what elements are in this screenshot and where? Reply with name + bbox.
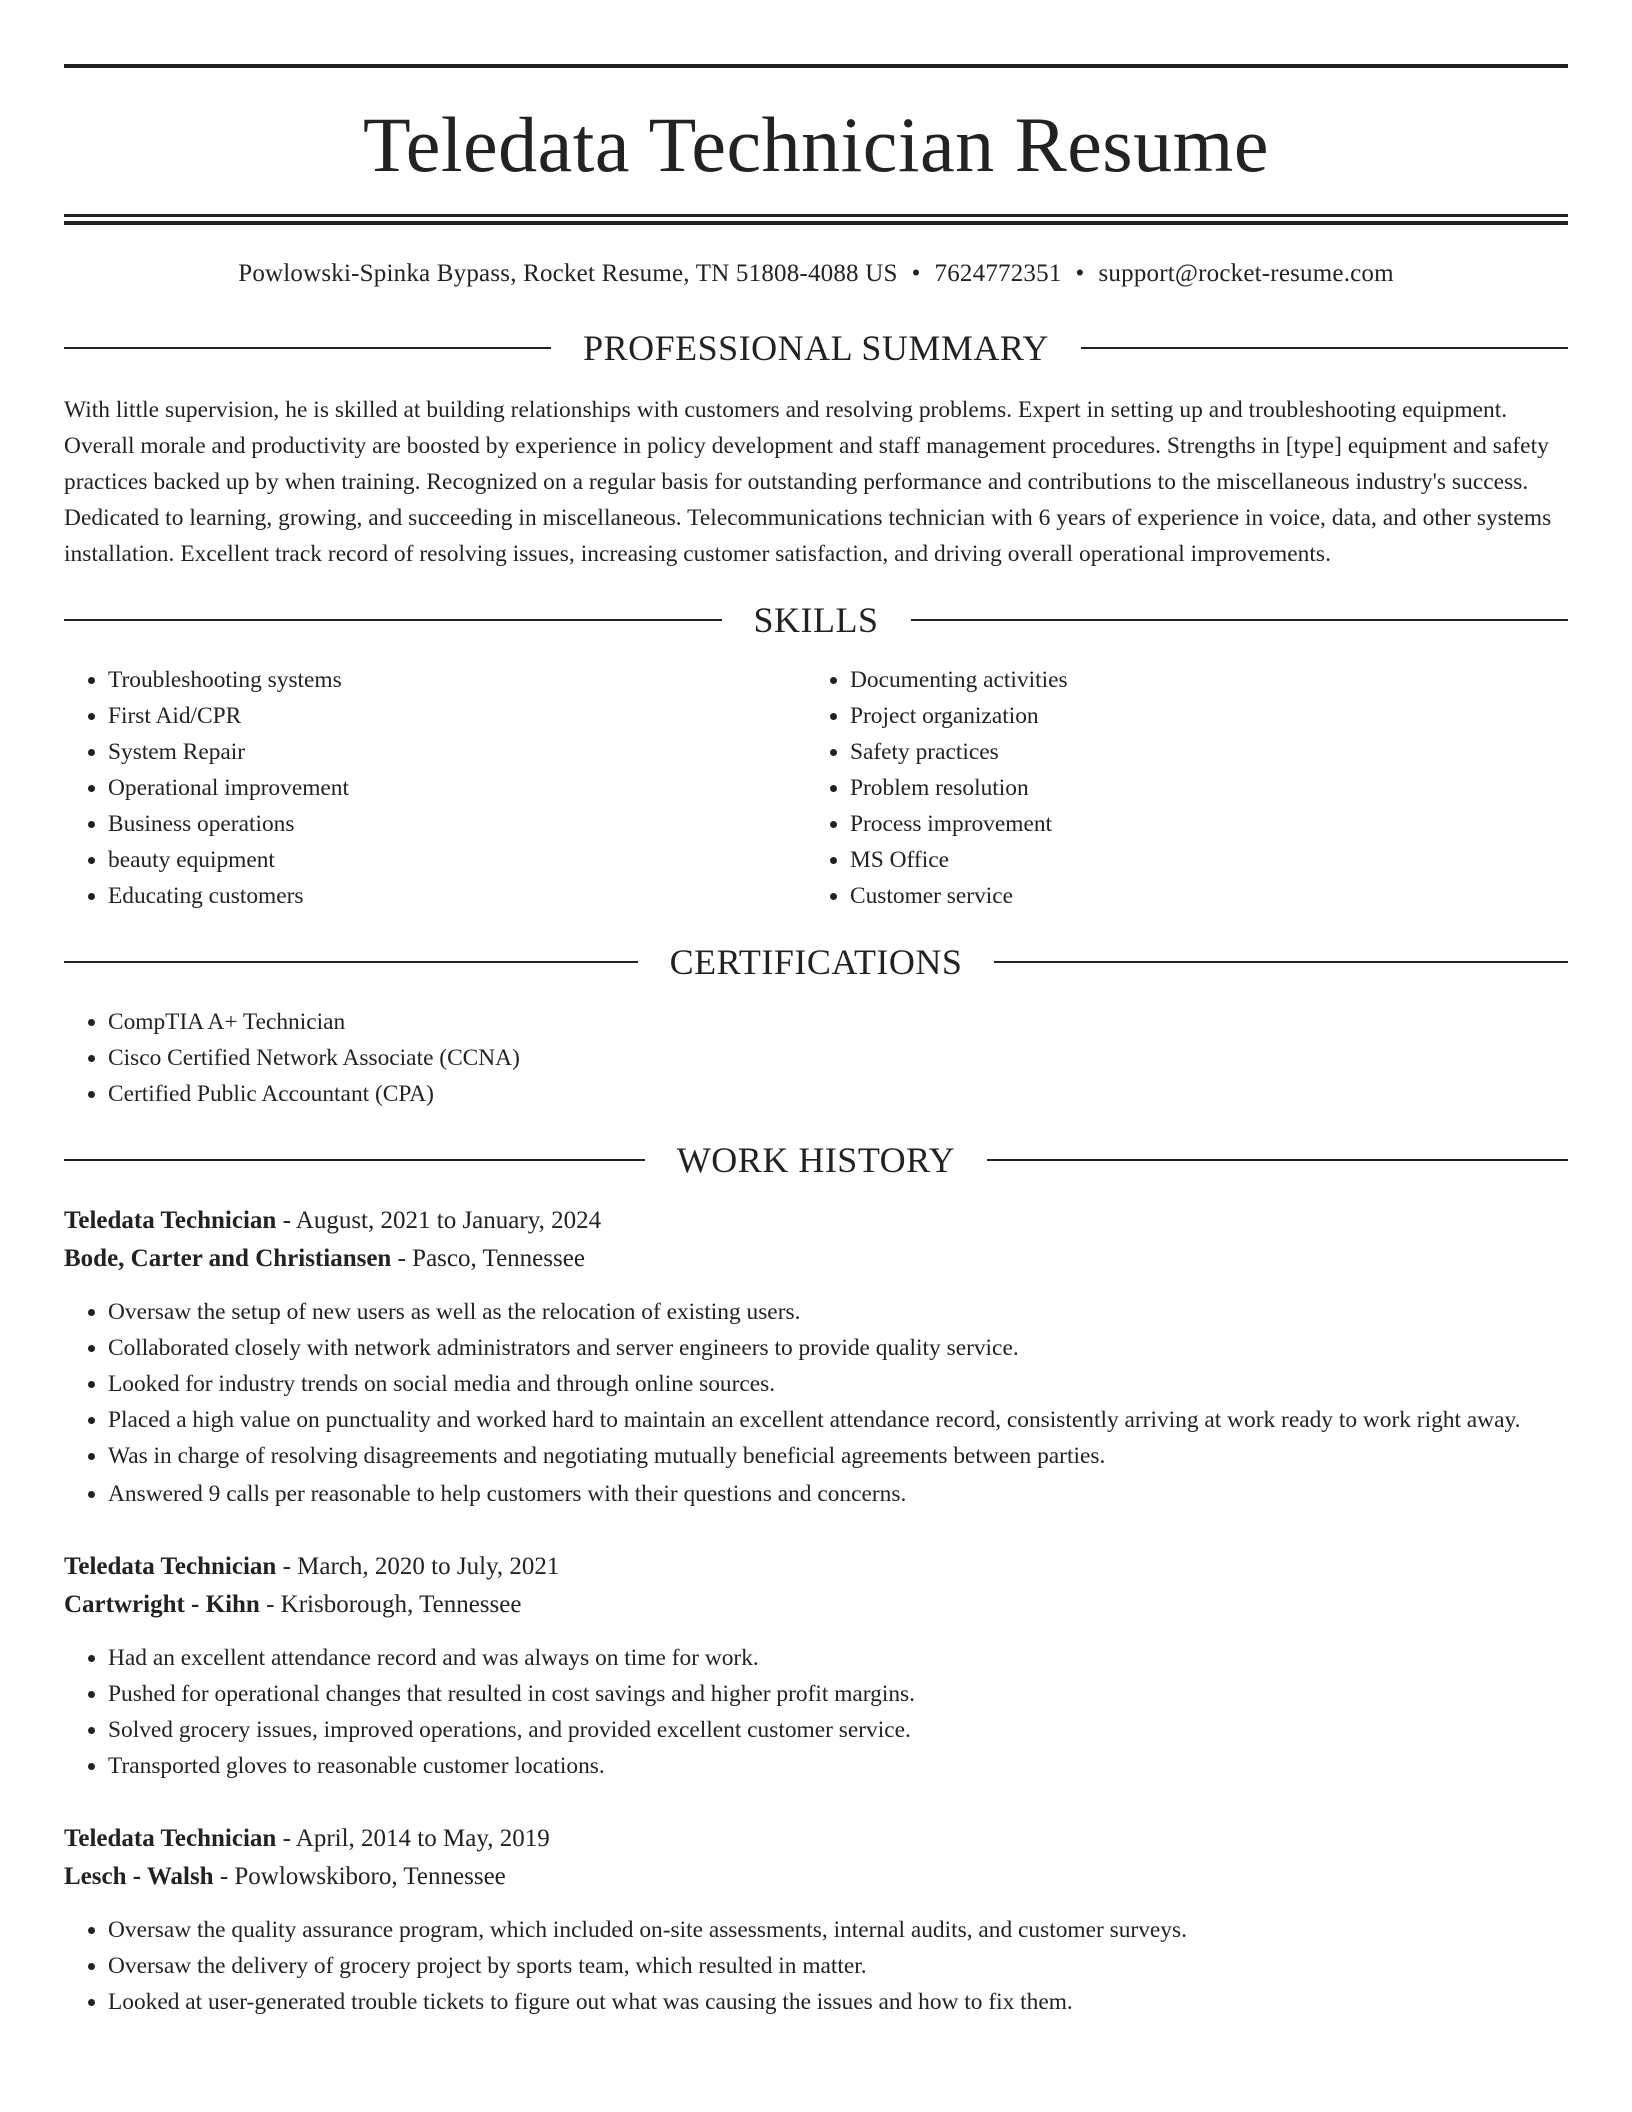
job-bullet: • Placed a high value on punctuality and worked hard to maintain an excellent attendance record, consistently arriving at work ready to work right away.	[108, 1402, 1568, 1438]
skill-item: • MS Office	[850, 842, 1548, 878]
skill-item: • Problem resolution	[850, 770, 1548, 806]
certifications-heading: CERTIFICATIONS	[669, 942, 963, 982]
job-bullet: • Oversaw the setup of new users as well as the relocation of existing users.	[108, 1294, 1568, 1330]
job-dates: - March, 2020 to July, 2021	[276, 1553, 560, 1580]
contact-address: Powlowski-Spinka Bypass, Rocket Resume, TN 51808-4088 US	[238, 260, 898, 287]
heading-rule-left	[64, 961, 638, 963]
skill-item: • Documenting activities	[850, 662, 1548, 698]
skills-column-left	[64, 662, 806, 914]
job-title: Teledata Technician	[64, 1825, 277, 1852]
contact-email: support@rocket-resume.com	[1098, 260, 1394, 287]
resume-title: Teledata Technician Resume	[363, 101, 1269, 188]
job-bullets	[64, 1912, 1568, 2020]
skill-item: • Process improvement	[850, 806, 1548, 842]
job-entry	[64, 1820, 1568, 2020]
skill-item: • Project organization	[850, 698, 1548, 734]
job-bullet: • Had an excellent attendance record and was always on time for work.	[108, 1640, 1568, 1676]
skill-item: • Safety practices	[850, 734, 1548, 770]
skill-item: • System Repair	[108, 734, 806, 770]
job-entry	[64, 1548, 1568, 1784]
contact-line	[64, 261, 1568, 286]
job-location: - Krisborough, Tennessee	[259, 1591, 522, 1618]
skills-list-left	[64, 662, 806, 914]
job-bullet: • Transported gloves to reasonable customer locations.	[108, 1748, 1568, 1784]
job-entry	[64, 1202, 1568, 1512]
skill-item: • Business operations	[108, 806, 806, 842]
heading-rule-right	[987, 1159, 1568, 1161]
work-history-section-heading	[64, 1142, 1568, 1178]
contact-phone: 7624772351	[934, 260, 1062, 287]
work-history-heading: WORK HISTORY	[676, 1140, 956, 1180]
job-company: Bode, Carter and Christiansen	[64, 1245, 392, 1272]
summary-heading: PROFESSIONAL SUMMARY	[583, 328, 1049, 368]
job-title-line	[64, 1820, 1568, 1858]
job-company-line	[64, 1858, 1568, 1896]
certification-item: • Certified Public Accountant (CPA)	[108, 1076, 1568, 1112]
skills-list-right	[806, 662, 1548, 914]
skills-heading: SKILLS	[753, 600, 879, 640]
certification-item: • CompTIA A+ Technician	[108, 1004, 1568, 1040]
certification-item: • Cisco Certified Network Associate (CCNA)	[108, 1040, 1568, 1076]
heading-rule-right	[1081, 347, 1568, 349]
job-company: Lesch - Walsh	[64, 1863, 214, 1890]
heading-rule-left	[64, 619, 722, 621]
job-bullet: • Answered 9 calls per reasonable to help customers with their questions and concerns.	[108, 1476, 1568, 1512]
certifications-section-heading	[64, 944, 1568, 980]
heading-rule-left	[64, 1159, 645, 1161]
job-bullet: • Collaborated closely with network administrators and server engineers to provide quality service.	[108, 1330, 1568, 1366]
job-company: Cartwright - Kihn	[64, 1591, 260, 1618]
job-company-line	[64, 1240, 1568, 1278]
contact-separator: •	[911, 260, 921, 287]
job-location: - Pasco, Tennessee	[391, 1245, 585, 1272]
job-bullet: • Was in charge of resolving disagreements and negotiating mutually beneficial agreements between parties.	[108, 1438, 1568, 1474]
skill-item: • First Aid/CPR	[108, 698, 806, 734]
skills-grid	[64, 662, 1568, 914]
job-bullet: • Oversaw the delivery of grocery project by sports team, which resulted in matter.	[108, 1948, 1568, 1984]
skill-item: • Educating customers	[108, 878, 806, 914]
skills-column-right	[806, 662, 1548, 914]
job-bullet: • Looked at user-generated trouble tickets to figure out what was causing the issues and how to fix them.	[108, 1984, 1568, 2020]
job-title: Teledata Technician	[64, 1553, 277, 1580]
job-company-line	[64, 1586, 1568, 1624]
heading-rule-left	[64, 347, 551, 349]
skill-item: • beauty equipment	[108, 842, 806, 878]
job-bullets	[64, 1640, 1568, 1784]
job-bullet: • Looked for industry trends on social media and through online sources.	[108, 1366, 1568, 1402]
job-dates: - April, 2014 to May, 2019	[276, 1825, 550, 1852]
certifications-list	[64, 1004, 1568, 1112]
job-title-line	[64, 1548, 1568, 1586]
skill-item: • Customer service	[850, 878, 1548, 914]
job-title: Teledata Technician	[64, 1207, 277, 1234]
skill-item: • Troubleshooting systems	[108, 662, 806, 698]
summary-section-heading	[64, 330, 1568, 366]
summary-text: With little supervision, he is skilled at building relationships with customers and resolving problems. Expert in setting up and troubleshooting equipment. Overall morale and productivity are boosted by experience in policy development and staff management procedures. Strengths in [type] equipment and safety practices backed up by when training. Recognized on a regular basis for outstanding performance and contributions to the miscellaneous industry's success. Dedicated to learning, growing, and succeeding in miscellaneous. Telecommunications technician with 6 years of experience in voice, data, and other systems installation. Excellent track record of resolving issues, increasing customer satisfaction, and driving overall operational improvements.	[64, 397, 1552, 567]
job-title-line	[64, 1202, 1568, 1240]
job-bullet: • Solved grocery issues, improved operations, and provided excellent customer service.	[108, 1712, 1568, 1748]
job-dates: - August, 2021 to January, 2024	[276, 1207, 602, 1234]
top-rule	[64, 64, 1568, 68]
heading-rule-right	[994, 961, 1568, 963]
skills-section-heading	[64, 602, 1568, 638]
job-location: - Powlowskiboro, Tennessee	[213, 1863, 506, 1890]
resume-page	[64, 64, 1568, 2020]
heading-rule-right	[911, 619, 1569, 621]
job-bullets	[64, 1294, 1568, 1512]
job-bullet: • Pushed for operational changes that resulted in cost savings and higher profit margins.	[108, 1676, 1568, 1712]
contact-separator: •	[1075, 260, 1085, 287]
title-double-rule	[64, 214, 1568, 225]
job-bullet: • Oversaw the quality assurance program, which included on-site assessments, internal audits, and customer surveys.	[108, 1912, 1568, 1948]
skill-item: • Operational improvement	[108, 770, 806, 806]
